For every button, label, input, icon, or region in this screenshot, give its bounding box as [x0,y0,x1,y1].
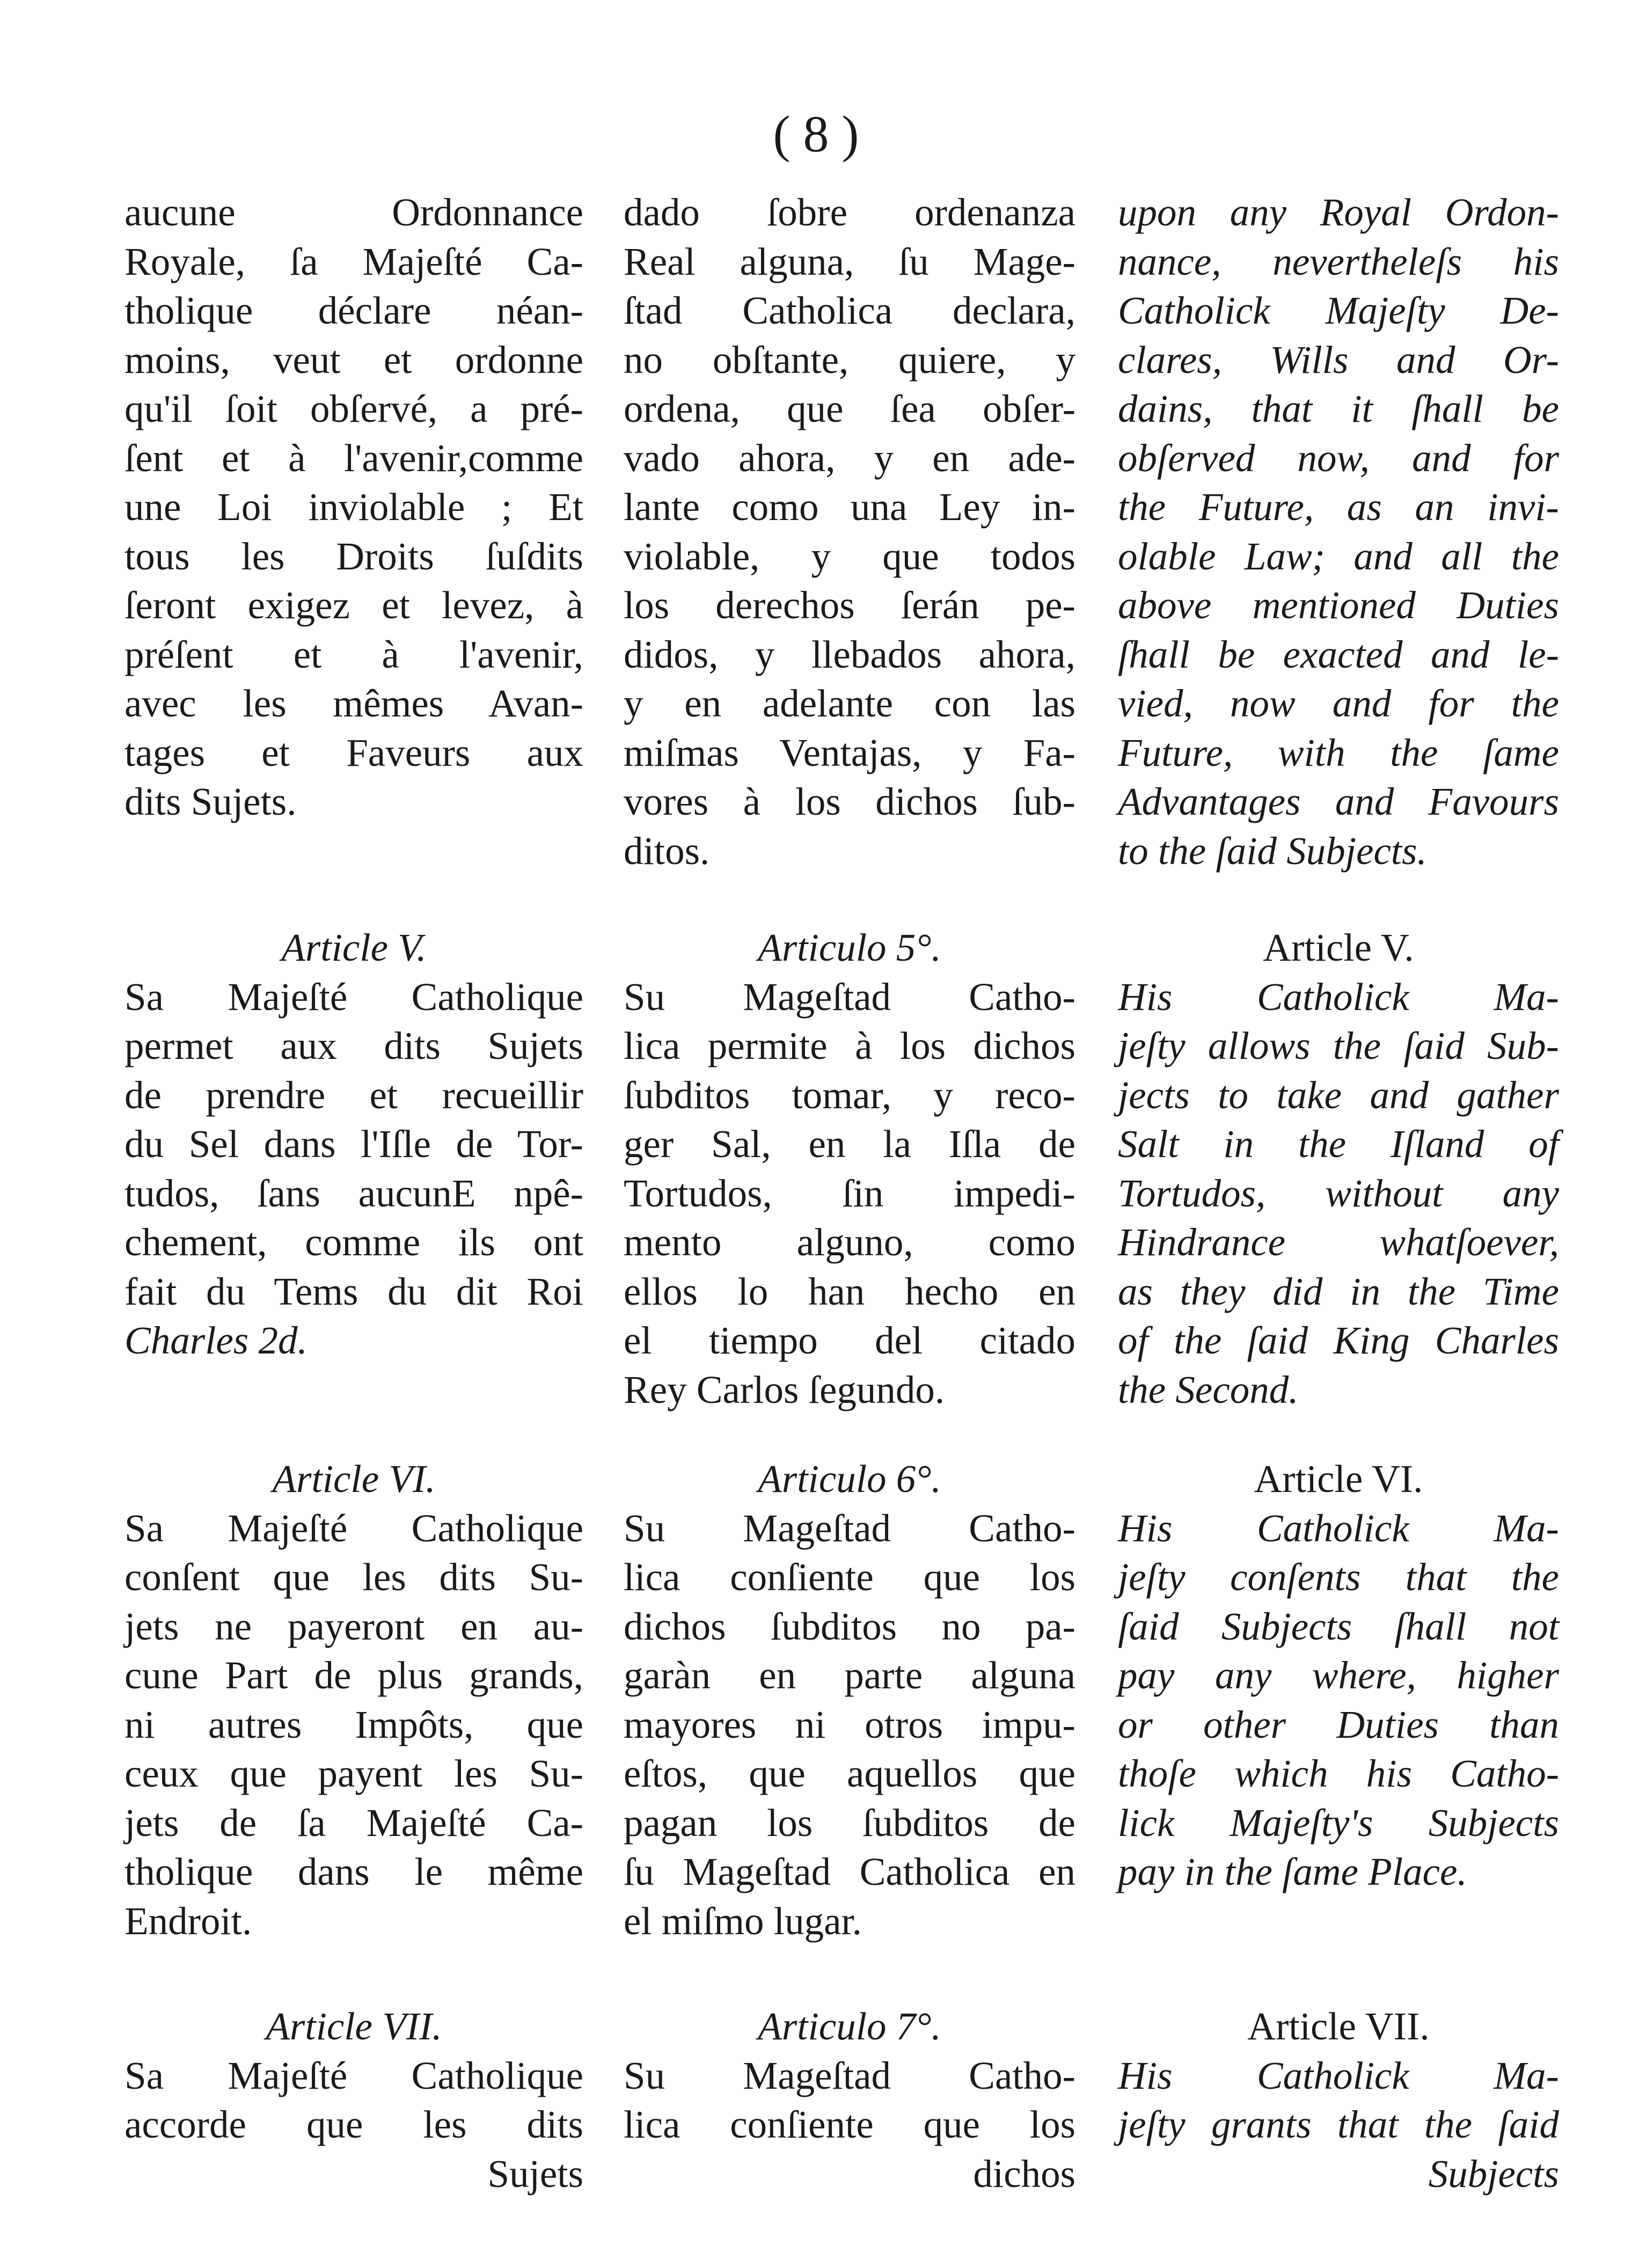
article-heading: Article VI. [1254,1457,1423,1501]
page-number: ( 8 ) [773,105,859,163]
text-line: Hindrance whatſoever, [1118,1220,1559,1264]
text-line: cune Part de plus grands, [125,1654,583,1697]
text-line: Catholick Majeſty De- [1118,289,1559,332]
text-line: vied, now and for the [1118,682,1559,725]
text-line: ellos lo han hecho en [624,1269,1075,1313]
text-line: obſerved now, and for [1118,436,1559,480]
text-line: clares, Wills and Or- [1118,338,1559,382]
article-heading: Articulo 6°. [758,1457,941,1501]
catchword: dichos [973,2152,1075,2196]
french-intro [125,188,583,826]
text-line: tholique dans le même [125,1850,583,1893]
english-intro [1118,188,1559,875]
catchword: Subjects [1428,2152,1559,2196]
english-article-6 [1118,1454,1559,1897]
text-line: lica conſiente que los [624,2103,1075,2146]
text-line: moins, veut et ordonne [125,338,583,382]
text-line: Endroit. [125,1899,252,1943]
text-line: de prendre et recueillir [125,1073,583,1117]
text-line: ſent et à l'avenir,comme [125,436,583,480]
text-line: dits Sujets. [125,780,297,823]
text-line: qu'il ſoit obſervé, a pré- [125,387,583,430]
text-line: dado ſobre ordenanza [624,191,1075,234]
article-heading: Articulo 7°. [758,2004,941,2048]
text-line: ger Sal, en la Iſla de [624,1122,1075,1166]
article-heading: Article VII. [1247,2004,1430,2048]
text-line: une Loi inviolable ; Et [125,485,583,529]
text-line: jeſty conſents that the [1118,1555,1559,1599]
text-line: tholique déclare néan- [125,289,583,332]
spanish-intro [624,188,1075,875]
text-line: ordena, que ſea obſer- [624,387,1075,430]
text-line: aucune Ordonnance [125,191,583,234]
text-line: vores à los dichos ſub- [624,780,1075,823]
text-line: Sa Majeſté Catholique [125,2053,583,2097]
article-heading: Article V. [1263,926,1414,969]
text-line: Tortudos, ſin impedi- [624,1171,1075,1215]
text-line: préſent et à l'avenir, [125,632,583,676]
text-line: dichos ſubditos no pa- [624,1604,1075,1648]
text-line: Su Mageſtad Catho- [624,975,1075,1019]
text-line: or other Duties than [1118,1702,1559,1746]
text-line: pagan los ſubditos de [624,1801,1075,1845]
text-line: of the ſaid King Charles [1118,1319,1559,1362]
text-line: Real alguna, ſu Mage- [624,239,1075,283]
text-line: permet aux dits Sujets [125,1024,583,1067]
text-line: ſeront exigez et levez, à [125,583,583,627]
text-line: thoſe which his Catho- [1118,1752,1559,1795]
text-line: lante como una Ley in- [624,485,1075,529]
article-heading: Articulo 5°. [758,926,941,969]
text-line: the Second. [1118,1367,1299,1411]
text-line: garàn en parte alguna [624,1654,1075,1697]
text-line: mayores ni otros impu- [624,1702,1075,1746]
text-line: nance, nevertheleſs his [1118,239,1559,283]
text-line: tages et Faveurs aux [125,730,583,774]
text-line: jets ne payeront en au- [125,1604,583,1648]
text-line: olable Law; and all the [1118,534,1559,578]
english-article-7 [1118,2002,1559,2198]
french-article-7 [125,2002,583,2198]
text-line: Su Mageſtad Catho- [624,2053,1075,2097]
text-line: ſubditos tomar, y reco- [624,1073,1075,1117]
text-line: Future, with the ſame [1118,730,1559,774]
english-article-5 [1118,923,1559,1414]
text-line: dains, that it ſhall be [1118,387,1559,430]
text-line: mento alguno, como [624,1220,1075,1264]
text-line: lick Majeſty's Subjects [1118,1801,1559,1845]
text-line: Sa Majeſté Catholique [125,1506,583,1550]
text-line: upon any Royal Ordon- [1118,191,1559,234]
text-line: Tortudos, without any [1118,1171,1559,1215]
text-line: Charles 2d. [125,1319,308,1362]
text-line: accorde que les dits [125,2103,583,2146]
text-line: el tiempo del citado [624,1319,1075,1362]
article-heading: Article VII. [266,2004,442,2048]
text-line: lica conſiente que los [624,1555,1075,1599]
text-line: Rey Carlos ſegundo. [624,1367,945,1411]
text-line: chement, comme ils ont [125,1220,583,1264]
text-line: pay any where, higher [1118,1654,1559,1697]
text-line: His Catholick Ma- [1118,2053,1559,2097]
text-line: His Catholick Ma- [1118,975,1559,1019]
text-line: ſhall be exacted and le- [1118,632,1559,676]
text-line: ni autres Impôts, que [125,1702,583,1746]
article-heading: Article V. [281,926,427,969]
text-line: as they did in the Time [1118,1269,1559,1313]
text-line: conſent que les dits Su- [125,1555,583,1599]
text-line: the Future, as an invi- [1118,485,1559,529]
text-line: ſu Mageſtad Catholica en [624,1850,1075,1893]
text-line: jeſty grants that the ſaid [1118,2103,1559,2146]
spanish-article-5 [624,923,1075,1414]
text-line: du Sel dans l'Iſle de Tor- [125,1122,583,1166]
text-line: lica permite à los dichos [624,1024,1075,1067]
text-line: y en adelante con las [624,682,1075,725]
spanish-article-7 [624,2002,1075,2198]
text-line: Su Mageſtad Catho- [624,1506,1075,1550]
text-line: los derechos ſerán pe- [624,583,1075,627]
text-line: avec les mêmes Avan- [125,682,583,725]
text-line: el miſmo lugar. [624,1899,862,1943]
text-line: Sa Majeſté Catholique [125,975,583,1019]
french-article-6 [125,1454,583,1945]
text-line: tous les Droits ſuſdits [125,534,583,578]
text-line: jeſty allows the ſaid Sub- [1118,1024,1559,1067]
text-line: jets de ſa Majeſté Ca- [125,1801,583,1845]
text-line: ſaid Subjects ſhall not [1118,1604,1559,1648]
french-article-5 [125,923,583,1365]
text-line: vado ahora, y en ade- [624,436,1075,480]
text-line: Advantages and Favours [1118,780,1559,823]
text-line: to the ſaid Subjects. [1118,829,1427,873]
text-line: ditos. [624,829,710,873]
text-line: Royale, ſa Majeſté Ca- [125,239,583,283]
article-heading: Article VI. [272,1457,436,1501]
text-line: ſtad Catholica declara, [624,289,1075,332]
spanish-article-6 [624,1454,1075,1945]
text-line: violable, y que todos [624,534,1075,578]
text-line: didos, y llebados ahora, [624,632,1075,676]
text-line: eſtos, que aquellos que [624,1752,1075,1795]
text-line: ceux que payent les Su- [125,1752,583,1795]
text-line: pay in the ſame Place. [1118,1850,1467,1893]
text-line: Salt in the Iſland of [1118,1122,1559,1166]
text-line: above mentioned Duties [1118,583,1559,627]
text-line: tudos, ſans aucunE npê- [125,1171,583,1215]
text-line: no obſtante, quiere, y [624,338,1075,382]
text-line: fait du Tems du dit Roi [125,1269,583,1313]
text-line: jects to take and gather [1118,1073,1559,1117]
text-line: miſmas Ventajas, y Fa- [624,730,1075,774]
catchword: Sujets [487,2152,583,2196]
text-line: His Catholick Ma- [1118,1506,1559,1550]
